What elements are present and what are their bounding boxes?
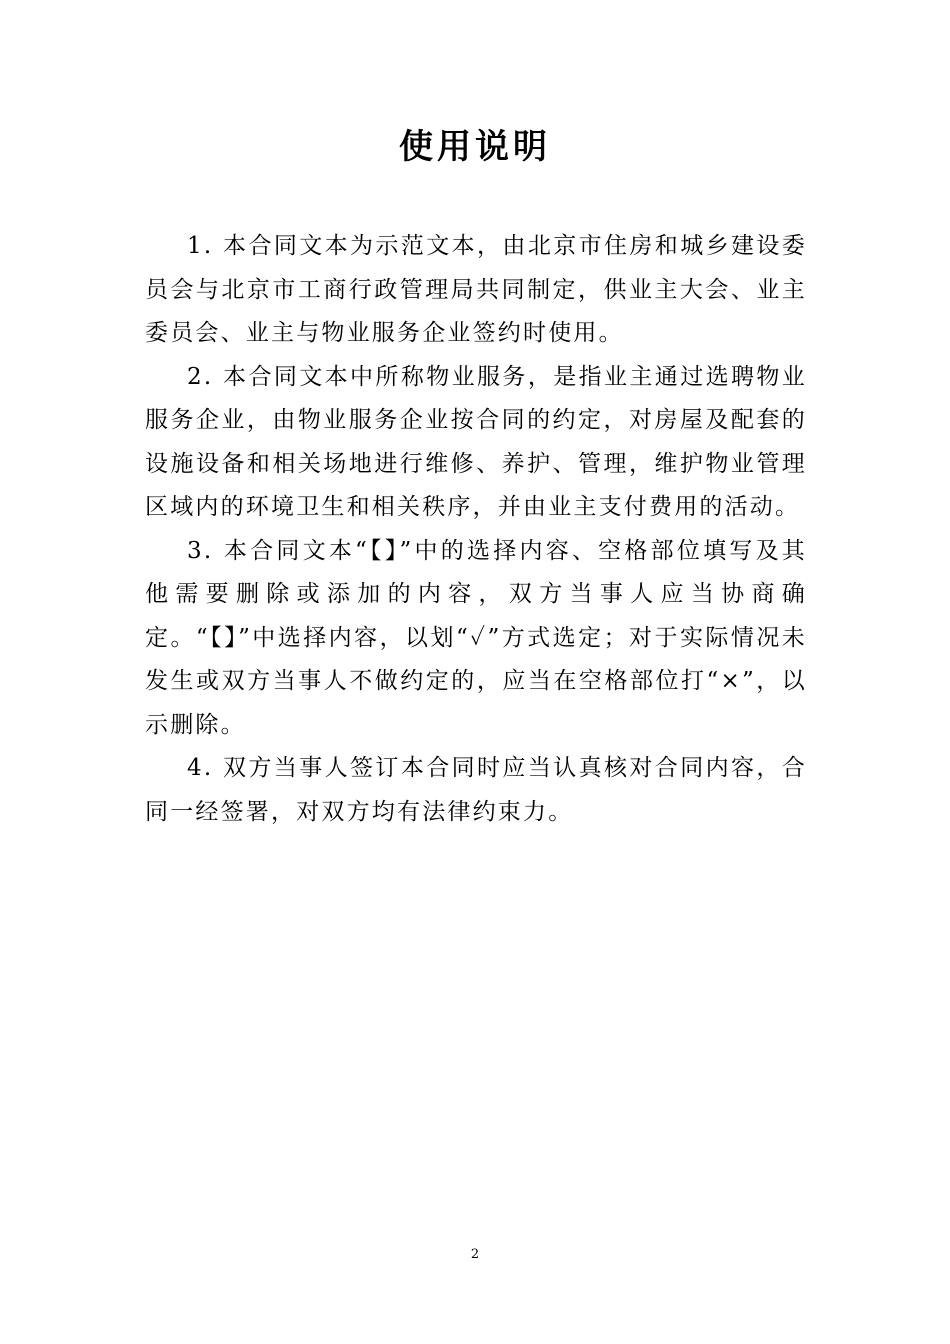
instruction-paragraph-1: 1. 本合同文本为示范文本，由北京市住房和城乡建设委员会与北京市工商行政管理局共同制定，供业主大会、业主委员会、业主与物业服务企业签约时使用。 xyxy=(145,233,807,346)
page-number: 2 xyxy=(470,1247,480,1262)
instruction-paragraph-4: 4. 双方当事人签订本合同时应当认真核对合同内容，合同一经签署，对双方均有法律约束力。 xyxy=(145,755,807,825)
page-title: 使用说明 xyxy=(399,127,551,167)
instruction-paragraph-3: 3. 本合同文本“【】”中的选择内容、空格部位填写及其他需要删除或添加的内容，双方当事人应当协商确定。“【】”中选择内容，以划“✓”方式选定；对于实际情况未发生或双方当事人不做约定的，应当在空格部位打“×”，以示删除。 xyxy=(145,537,807,738)
instruction-paragraph-2: 2. 本合同文本中所称物业服务，是指业主通过选聘物业服务企业，由物业服务企业按合同的约定，对房屋及配套的设施设备和相关场地进行维修、养护、管理，维护物业管理区域内的环境卫生和相关秩序，并由业主支付费用的活动。 xyxy=(145,363,807,520)
instructions-body xyxy=(145,225,807,834)
